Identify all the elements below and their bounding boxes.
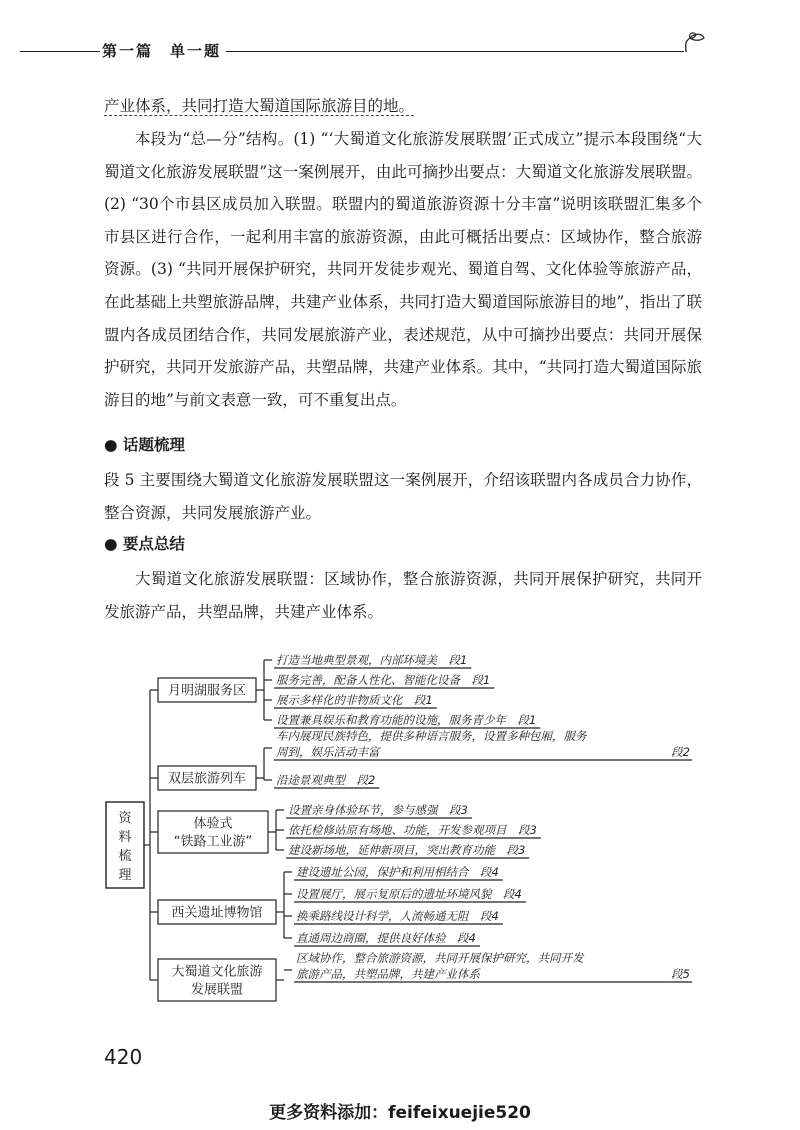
heading-key-points: ● 要点总结 (104, 535, 185, 553)
paragraph-key-points: 大蜀道文化旅游发展联盟：区域协作，整合旅游资源，共同开展保护研究，共同开发旅游产品，共塑品牌，共建产业体系。 (104, 570, 702, 621)
node-label: 大蜀道文化旅游 (171, 964, 263, 980)
material-mind-map (0, 640, 800, 1020)
node-label: 发展联盟 (190, 982, 244, 998)
node-label: 月明湖服务区 (167, 683, 247, 699)
header-rule-right (226, 51, 684, 52)
heading-topic-review: ● 话题梳理 (104, 436, 185, 454)
leaf-text: 设置展厅，展示复原后的遗址环境风貌 段4 (296, 887, 522, 901)
leaf-text: 车内展现民族特色，提供多种语言服务，设置多种包厢，服务 (276, 729, 587, 743)
root-char: 料 (118, 830, 132, 845)
leaf-text: 旅游产品，共塑品牌，共建产业体系 (296, 967, 480, 981)
page-number: 420 (104, 1045, 143, 1069)
header-rule-left (20, 51, 100, 52)
leaf-text: 区域协作，整合旅游资源，共同开展保护研究，共同开发 (296, 951, 584, 965)
paragraph-analysis: 本段为“总—分”结构。(1) “‘大蜀道文化旅游发展联盟’正式成立”提示本段围绕“大蜀道文化旅游发展联盟”这一案例展开，由此可摘抄出要点：大蜀道文化旅游发展联盟。(2) “30个市县区成员加入联盟。联盟内的蜀道旅游资源十分丰富”说明该联盟汇集多个市县区进行合作，一起利用丰富的旅游资源，由此可概括出要点：区域协作，整合旅游资源。(3) “共同开展保护研究，共同开发徒步观光、蜀道自驾、文化体验等旅游产品，在此基础上共塑旅游品牌，共建产业体系，共同打造大蜀道国际旅游目的地”，指出了联盟内各成员团结合作，共同发展旅游产业，表述规范，从中可摘抄出要点：共同开展保护研究，共同开发旅游产品，共塑品牌，共建产业体系。其中，“共同打造大蜀道国际旅游目的地”与前文表意一致，可不重复出点。 (104, 130, 702, 409)
sprout-icon (682, 30, 708, 54)
leaf-text: 展示多样化的非物质文化 段1 (276, 693, 433, 707)
node-label: 西关遗址博物馆 (171, 905, 263, 921)
node-label: 双层旅游列车 (167, 771, 247, 787)
underlined-sentence: 产业体系，共同打造大蜀道国际旅游目的地。 (104, 97, 415, 115)
root-char: 理 (118, 868, 132, 883)
leaf-text: 依托检修站原有场地、功能，开发参观项目 段3 (288, 823, 537, 837)
leaf-text: 周到，娱乐活动丰富 (276, 745, 380, 759)
leaf-paragraph-ref: 段2 (671, 745, 690, 759)
leaf-text: 服务完善，配备人性化、智能化设备 段1 (276, 673, 491, 687)
leaf-text: 换乘路线设计科学，人流畅通无阻 段4 (296, 909, 499, 923)
footer-contact: 更多资料添加：feifeixuejie520 (269, 1103, 531, 1123)
leaf-text: 沿途景观典型 段2 (276, 773, 376, 787)
leaf-text: 直通周边商圈，提供良好体验 段4 (296, 931, 476, 945)
root-char: 梳 (118, 849, 132, 864)
leaf-text: 建设新场地，延伸新项目，突出教育功能 段3 (288, 843, 526, 857)
node-label: 体验式 (193, 816, 233, 832)
leaf-text: 打造当地典型景观，内部环境美 段1 (276, 653, 468, 667)
leaf-paragraph-ref: 段5 (671, 967, 690, 981)
paragraph-continuation (104, 90, 702, 123)
paragraph-topic-review: 段 5 主要围绕大蜀道文化旅游发展联盟这一案例展开，介绍该联盟内各成员合力协作，整合资源，共同发展旅游产业。 (104, 471, 702, 522)
section-title: 第一篇 单一题 (102, 42, 222, 60)
root-char: 资 (118, 811, 132, 826)
node-label: “铁路工业游” (173, 834, 253, 850)
leaf-text: 建设遗址公园，保护和利用相结合 段4 (296, 865, 499, 879)
leaf-text: 设置兼具娱乐和教育功能的设施，服务青少年 段1 (276, 713, 537, 727)
leaf-text: 设置亲身体验环节，参与感强 段3 (288, 803, 468, 817)
